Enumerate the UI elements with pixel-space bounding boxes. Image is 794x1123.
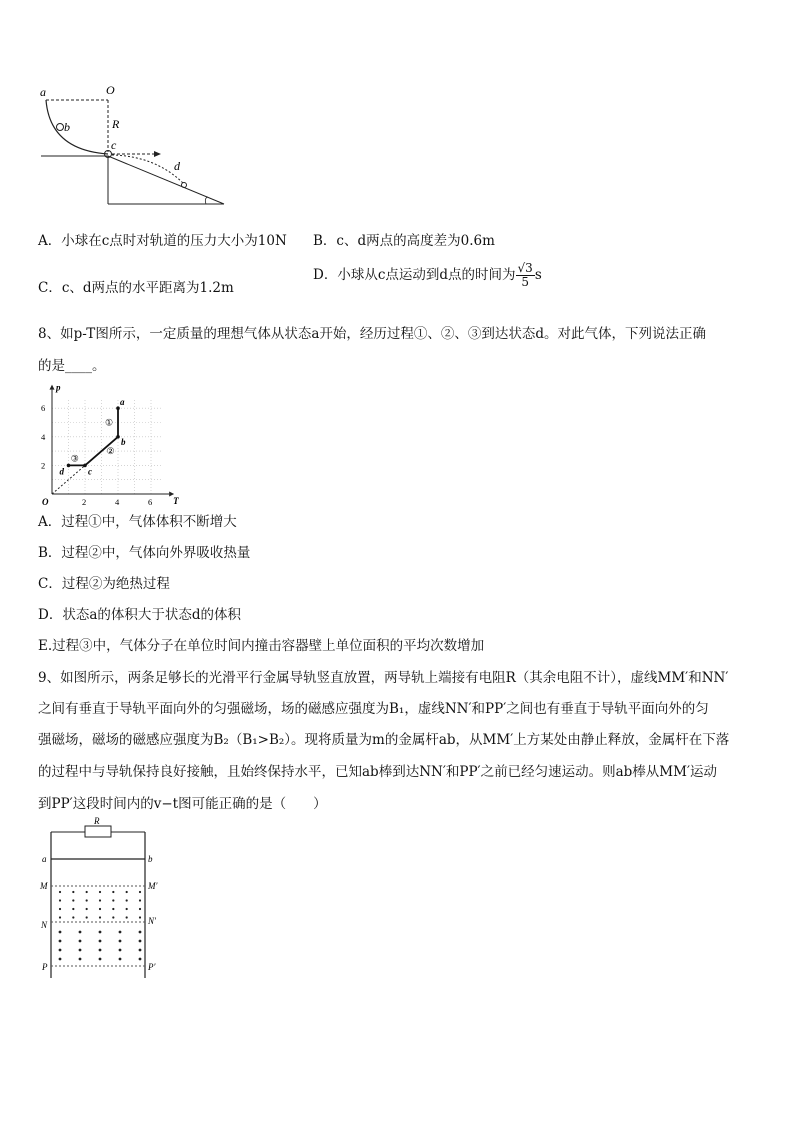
field-dot-B2 — [79, 949, 82, 952]
field-dot-B1 — [86, 891, 88, 893]
q8-option-b: B．过程②中，气体向外界吸收热量 — [38, 545, 251, 561]
q8-option-a: A．过程①中，气体体积不断增大 — [38, 514, 237, 530]
field-dot-B1 — [126, 891, 128, 893]
fraction-denominator: 5 — [521, 275, 529, 290]
label-a: a — [42, 854, 47, 864]
time-fraction — [516, 262, 535, 289]
fraction-numerator: √3 — [517, 261, 533, 275]
label-b: b — [148, 854, 153, 864]
field-dot-B1 — [126, 916, 128, 918]
field-dot-B2 — [139, 958, 142, 961]
field-dot-B2 — [59, 949, 62, 952]
field-dot-B2 — [59, 940, 62, 943]
origin-label: O — [42, 497, 49, 507]
field-dot-B1 — [72, 899, 74, 901]
q7-option-d — [313, 262, 542, 289]
field-region-B2 — [59, 931, 142, 961]
state-point-b — [116, 435, 120, 439]
label-P-prime: P′ — [148, 962, 156, 972]
y-axis-arrow — [50, 385, 55, 390]
field-dot-B1 — [59, 891, 61, 893]
label-b: b — [64, 120, 70, 134]
state-label-c: c — [88, 466, 92, 477]
field-dot-B1 — [99, 908, 101, 910]
field-dot-B2 — [99, 958, 102, 961]
x-tick-label: 6 — [148, 497, 153, 507]
q7-figure — [36, 80, 236, 215]
q7-option-c: C．c、d两点的水平距离为1.2m — [38, 280, 234, 296]
process-label: ③ — [70, 453, 79, 464]
y-axis-label: p — [56, 382, 61, 393]
process-label: ② — [106, 446, 115, 457]
ball-d — [182, 183, 187, 188]
field-dot-B2 — [79, 931, 82, 934]
label-P: P — [42, 962, 48, 972]
state-label-a: a — [120, 397, 125, 408]
field-dot-B1 — [112, 908, 114, 910]
field-dot-B1 — [72, 891, 74, 893]
field-dot-B1 — [139, 899, 141, 901]
q9-stem-line1: 9、如图所示，两条足够长的光滑平行金属导轨竖直放置，两导轨上端接有电阻R（其余电阻不计），虚线MM′和NN′ — [38, 670, 729, 686]
pT-chart — [36, 380, 179, 507]
field-dot-B2 — [99, 931, 102, 934]
state-label-d: d — [59, 466, 64, 477]
angle-arc — [205, 197, 208, 204]
x-tick-label: 2 — [82, 497, 87, 507]
q9-figure — [38, 818, 168, 980]
field-dot-B1 — [59, 916, 61, 918]
q9-stem-line3: 强磁场，磁场的磁感应强度为B₂（B₁>B₂）。现将质量为m的金属杆ab，从MM′上方某处由静止释放，金属杆在下落 — [38, 732, 730, 748]
y-tick-label: 2 — [41, 460, 46, 471]
label-c: c — [111, 138, 117, 152]
field-dot-B2 — [99, 940, 102, 943]
label-R: R — [94, 816, 100, 826]
time-unit: s — [534, 267, 542, 284]
field-dot-B2 — [139, 949, 142, 952]
q7-option-d-text: D．小球从c点运动到d点的时间为 — [313, 267, 516, 284]
field-dot-B2 — [119, 940, 122, 943]
field-dot-B1 — [112, 899, 114, 901]
q9-stem-line4: 的过程中与导轨保持良好接触，且始终保持水平，已知ab棒到达NN′和PP′之前已经匀速运动。则ab棒从MM′运动 — [38, 764, 718, 780]
field-dot-B1 — [86, 916, 88, 918]
field-dot-B2 — [99, 949, 102, 952]
field-dot-B2 — [59, 958, 62, 961]
state-point-c — [83, 464, 87, 468]
field-dot-B2 — [59, 931, 62, 934]
field-dot-B1 — [99, 916, 101, 918]
q8-stem-line1: 8、如p-T图所示，一定质量的理想气体从状态a开始，经历过程①、②、③到达状态d。对此气体，下列说法正确 — [38, 326, 707, 342]
process-label: ① — [105, 417, 114, 428]
field-dot-B1 — [99, 891, 101, 893]
field-dot-B1 — [126, 908, 128, 910]
label-a: a — [40, 85, 46, 99]
resistor — [85, 826, 111, 837]
field-dot-B1 — [112, 916, 114, 918]
field-dot-B1 — [59, 899, 61, 901]
state-label-b: b — [121, 436, 126, 447]
label-N: N — [41, 920, 48, 930]
label-N-prime: N′ — [148, 916, 156, 926]
ball-b — [57, 124, 64, 131]
q8-option-e: E.过程③中，气体分子在单位时间内撞击容器壁上单位面积的平均次数增加 — [38, 638, 485, 654]
y-tick-label: 4 — [41, 431, 46, 442]
label-R: R — [112, 117, 120, 131]
field-dot-B1 — [72, 908, 74, 910]
field-dot-B1 — [126, 899, 128, 901]
field-dot-B2 — [119, 949, 122, 952]
field-dot-B1 — [72, 916, 74, 918]
field-dot-B2 — [119, 958, 122, 961]
field-dot-B1 — [139, 908, 141, 910]
field-dot-B2 — [119, 931, 122, 934]
field-dot-B2 — [79, 940, 82, 943]
q9-stem-line2: 之间有垂直于导轨平面向外的匀强磁场，场的磁感应强度为B₁，虚线NN′和PP′之间也有垂直于导轨平面向外的匀 — [38, 701, 709, 717]
field-dot-B2 — [139, 940, 142, 943]
q7-option-a: A．小球在c点时对轨道的压力大小为10N — [38, 233, 287, 249]
field-dot-B1 — [86, 899, 88, 901]
field-region-B1 — [59, 891, 141, 919]
incline-slope — [108, 156, 224, 204]
label-M-prime: M′ — [148, 881, 158, 891]
field-dot-B2 — [79, 958, 82, 961]
q7-option-b: B．c、d两点的高度差为0.6m — [313, 233, 495, 249]
state-point-d — [67, 464, 71, 468]
q9-stem-line5: 到PP′这段时间内的v−t图可能正确的是（ ） — [38, 796, 327, 812]
q8-option-c: C．过程②为绝热过程 — [38, 576, 170, 592]
arc-track — [46, 100, 108, 154]
label-d: d — [174, 159, 180, 173]
field-dot-B2 — [139, 931, 142, 934]
label-M: M — [40, 881, 48, 891]
label-O: O — [106, 83, 115, 97]
q8-option-d: D．状态a的体积大于状态d的体积 — [38, 607, 242, 623]
field-dot-B1 — [99, 899, 101, 901]
arrow-head — [154, 151, 161, 157]
x-axis-label: T — [173, 496, 179, 506]
x-tick-label: 4 — [115, 497, 120, 507]
field-dot-B1 — [86, 908, 88, 910]
field-dot-B1 — [139, 916, 141, 918]
field-dot-B1 — [139, 891, 141, 893]
q8-stem-line2: 的是____。 — [38, 358, 106, 374]
field-dot-B1 — [112, 891, 114, 893]
y-tick-label: 6 — [41, 403, 46, 414]
field-dot-B1 — [59, 908, 61, 910]
